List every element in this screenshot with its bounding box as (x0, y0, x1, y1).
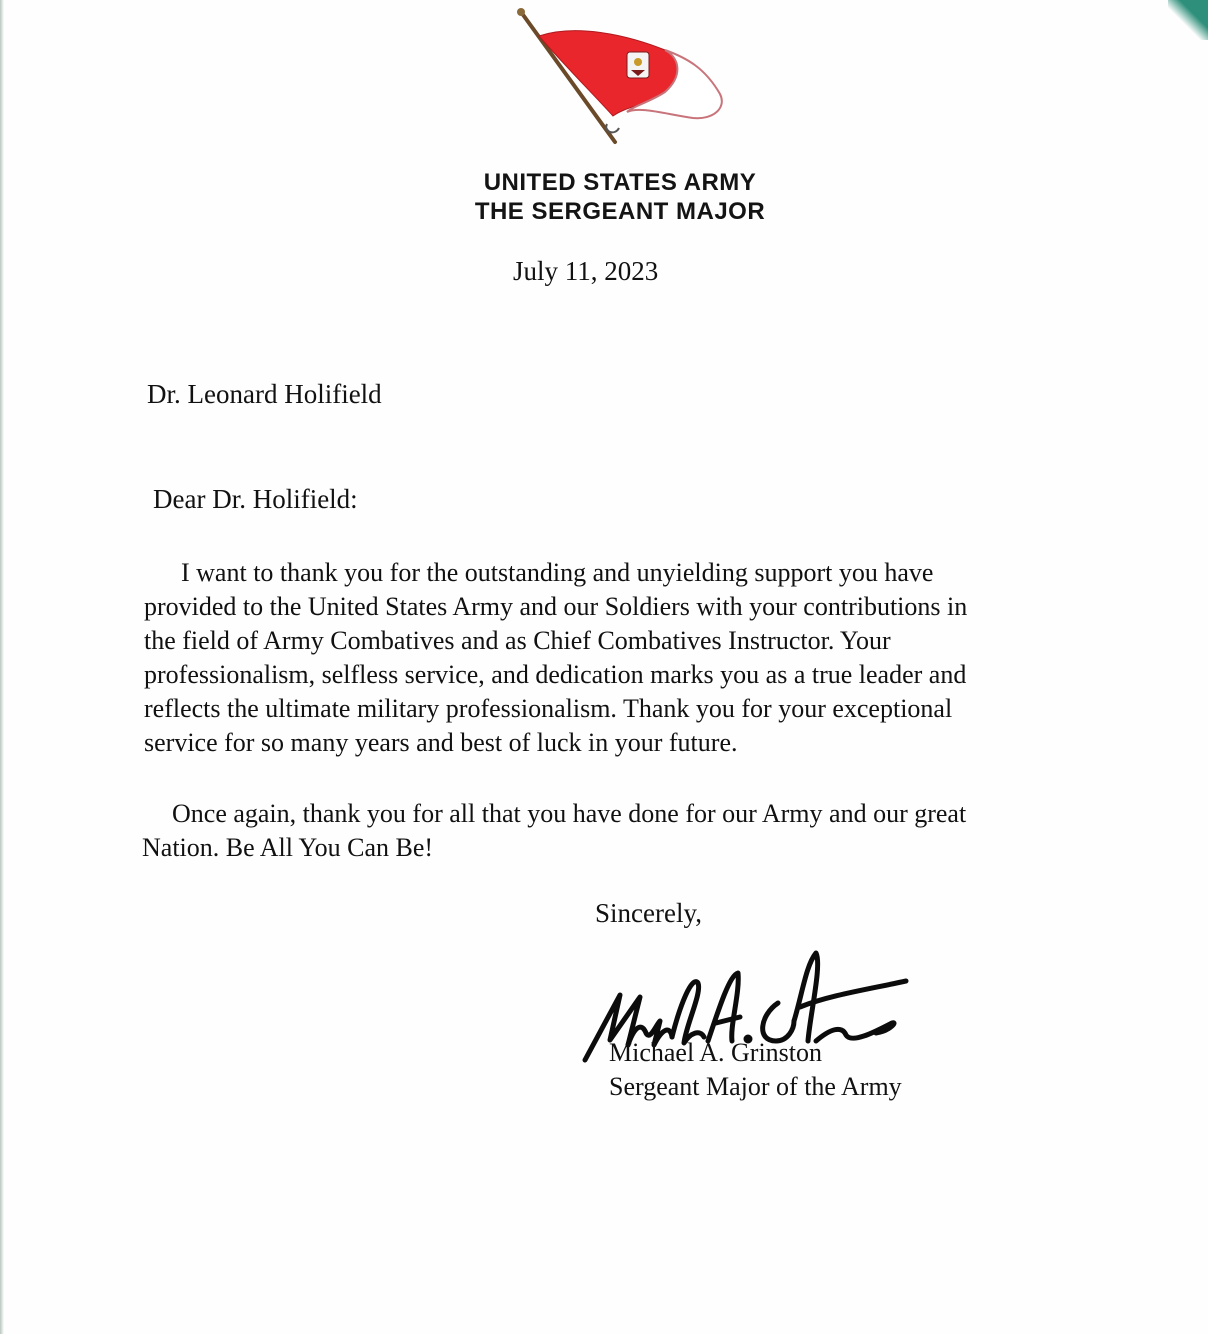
paragraph-line: the field of Army Combatives and as Chief Combatives Instructor. Your (144, 626, 891, 655)
signer-title: Sergeant Major of the Army (609, 1072, 902, 1101)
closing: Sincerely, (595, 898, 702, 928)
signer-name: Michael A. Grinston (609, 1038, 823, 1067)
salutation: Dear Dr. Holifield: (153, 484, 358, 514)
letterhead-office: THE SERGEANT MAJOR (474, 198, 766, 225)
paragraph-line: I want to thank you for the outstanding and unyielding support you have (181, 558, 934, 587)
paragraph-line: Once again, thank you for all that you have done for our Army and our great (172, 799, 967, 828)
paragraph-line: reflects the ultimate military professionalism. Thank you for your exceptional (144, 694, 953, 723)
signature-block (609, 1036, 902, 1104)
body-paragraph-2 (142, 797, 966, 865)
paragraph-line: provided to the United States Army and our Soldiers with your contributions in (144, 592, 968, 621)
letter-date: July 11, 2023 (513, 256, 659, 286)
letterhead-organization: UNITED STATES ARMY (483, 169, 757, 196)
body-paragraph-1 (144, 556, 967, 760)
paragraph-line: service for so many years and best of luck in your future. (144, 728, 738, 757)
paragraph-line: professionalism, selfless service, and dedication marks you as a true leader and (144, 660, 967, 689)
background-corner (1168, 0, 1208, 40)
recipient-name: Dr. Leonard Holifield (147, 379, 382, 409)
sma-flag-icon (515, 6, 745, 151)
paragraph-line: Nation. Be All You Can Be! (142, 833, 434, 862)
